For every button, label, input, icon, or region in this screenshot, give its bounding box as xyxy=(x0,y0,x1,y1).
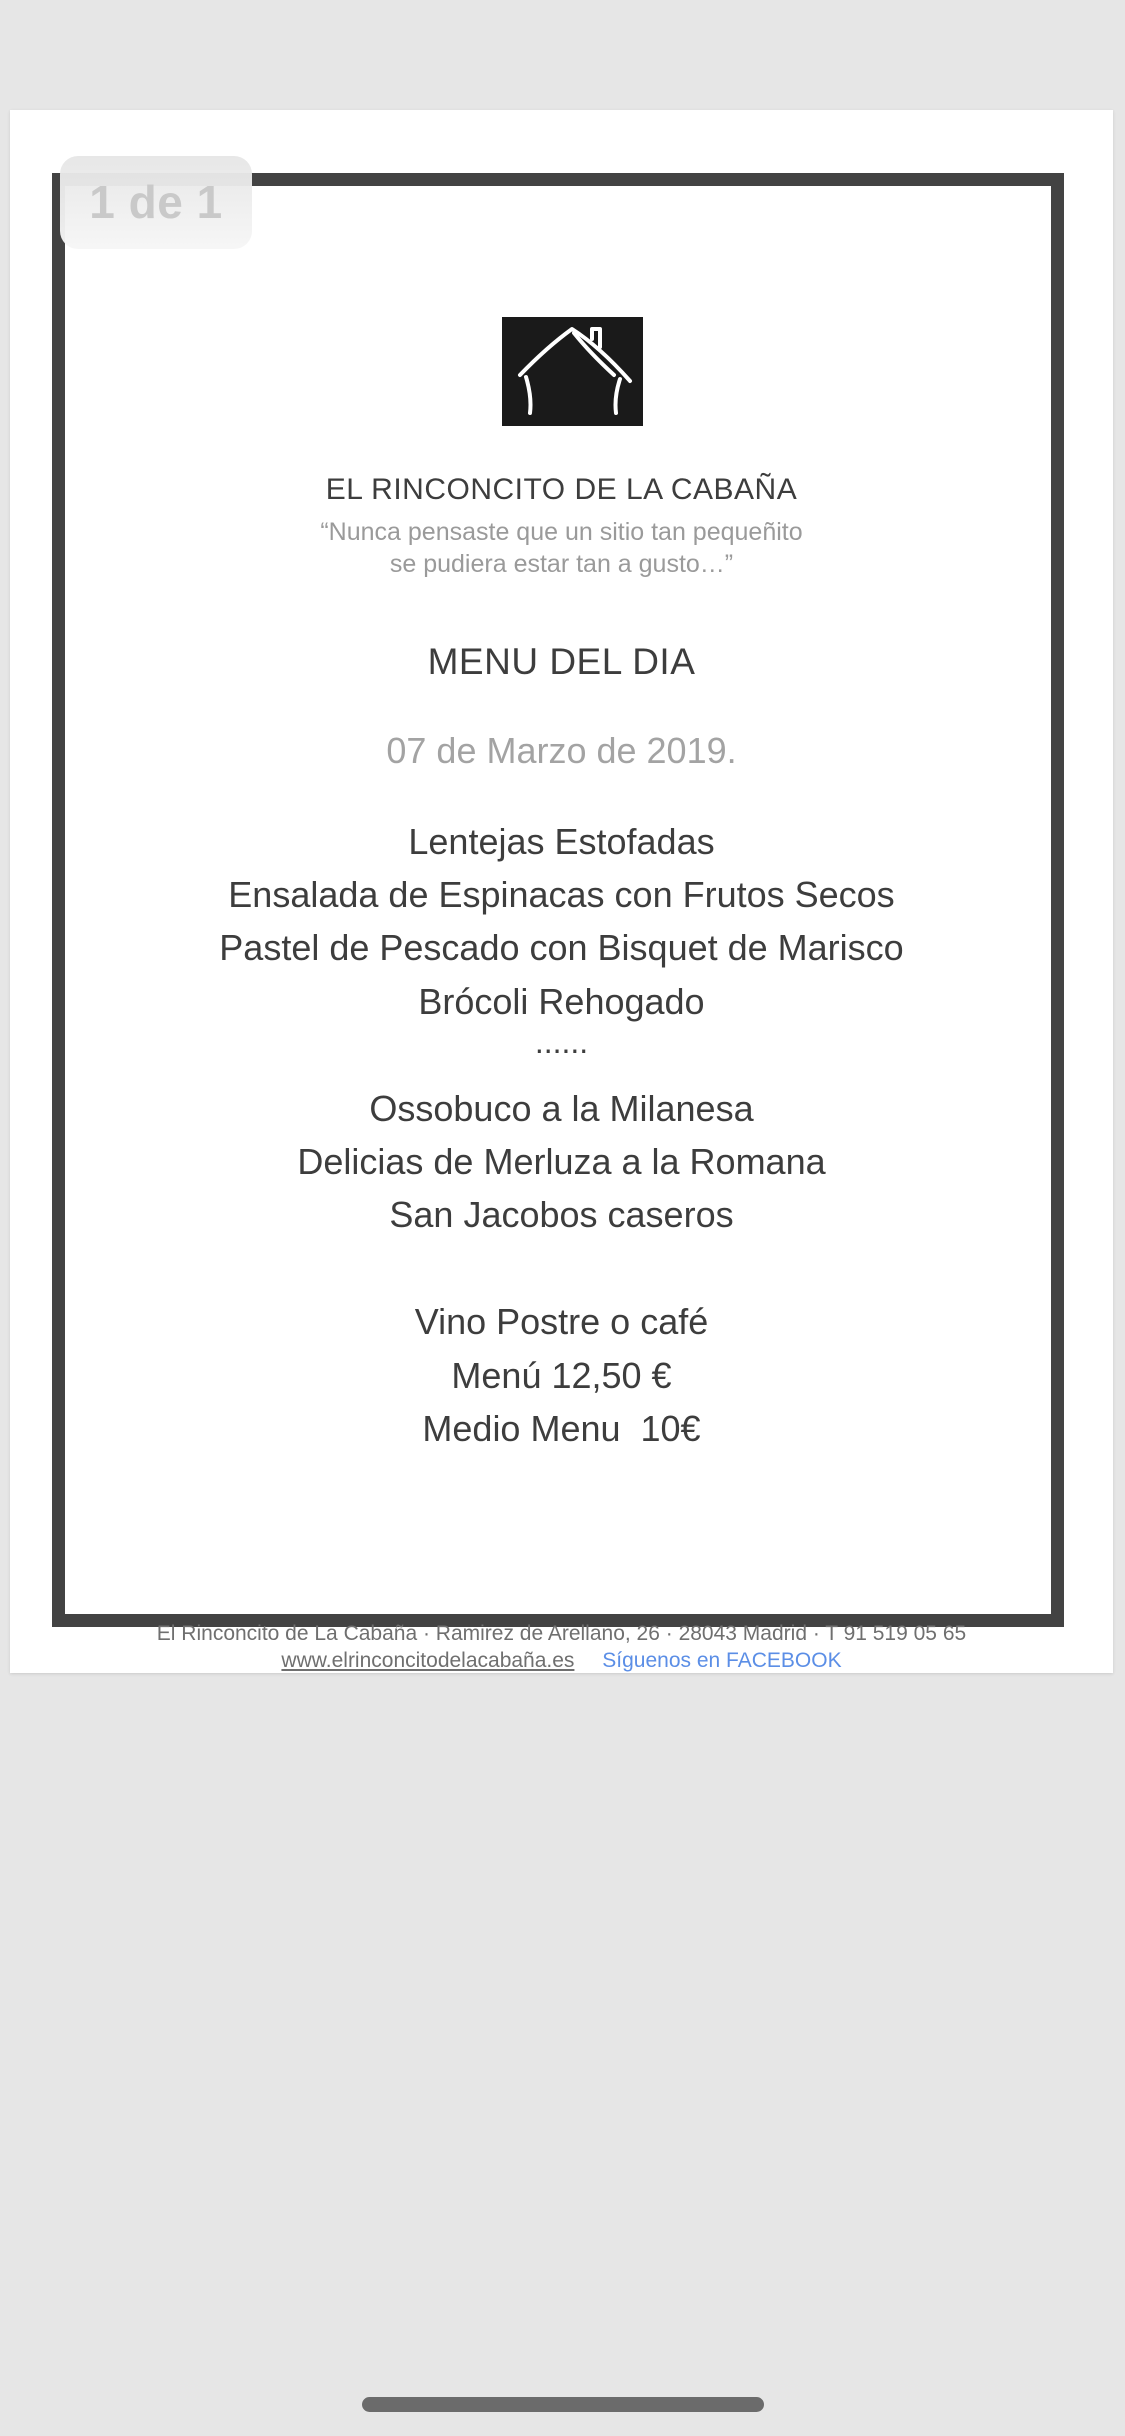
facebook-link[interactable]: Síguenos en FACEBOOK xyxy=(602,1649,842,1672)
first-course-item: Brócoli Rehogado xyxy=(418,981,705,1022)
second-course-item: Ossobuco a la Milanesa xyxy=(369,1088,754,1129)
footer-links xyxy=(10,1649,1113,1673)
page-indicator-badge: 1 de 1 xyxy=(60,156,252,249)
menu-includes: Vino Postre o café xyxy=(414,1301,709,1342)
menu-title: MENU DEL DIA xyxy=(427,641,696,682)
website-link[interactable]: www.elrinconcitodelacabaña.es xyxy=(281,1649,575,1672)
house-roof-icon xyxy=(502,317,643,426)
price-half-menu: Medio Menu 10€ xyxy=(422,1408,701,1449)
footer-address: El Rinconcito de La Cabaña · Ramirez de Arellano, 26 · 28043 Madrid · T 91 519 05 65 xyxy=(156,1622,967,1645)
menu-date: 07 de Marzo de 2019. xyxy=(386,730,737,771)
price-full-menu: Menú 12,50 € xyxy=(451,1355,672,1396)
restaurant-name: EL RINCONCITO DE LA CABAÑA xyxy=(325,473,798,506)
second-course-item: Delicias de Merluza a la Romana xyxy=(297,1141,826,1182)
course-separator: ...... xyxy=(534,1024,589,1060)
tagline-line-2: se pudiera estar tan a gusto…” xyxy=(389,550,734,578)
pdf-page[interactable] xyxy=(10,110,1113,1673)
first-course-item: Pastel de Pescado con Bisquet de Marisco xyxy=(219,927,904,968)
home-indicator[interactable] xyxy=(362,2397,764,2412)
first-course-item: Ensalada de Espinacas con Frutos Secos xyxy=(228,874,895,915)
first-course-item: Lentejas Estofadas xyxy=(408,821,715,862)
second-course-item: San Jacobos caseros xyxy=(389,1194,734,1235)
tagline-line-1: “Nunca pensaste que un sitio tan pequeñito xyxy=(320,518,803,546)
